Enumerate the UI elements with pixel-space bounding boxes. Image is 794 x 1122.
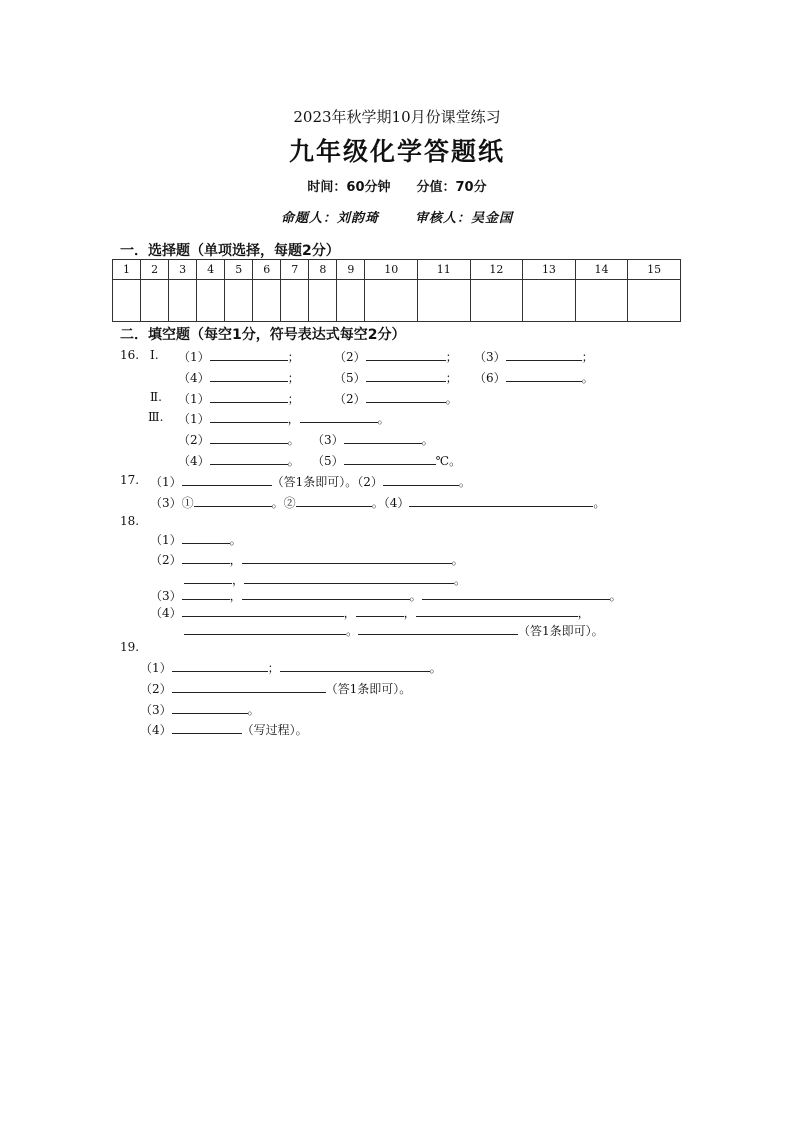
answer-blank[interactable] [194, 495, 272, 507]
punct: ， [287, 412, 300, 426]
punct: 。 [229, 533, 242, 547]
punct: ； [287, 392, 300, 406]
q16-2-row [334, 348, 458, 365]
circle-1: ① [181, 496, 194, 510]
choice-number: 10 [365, 260, 418, 280]
answer-blank[interactable] [422, 588, 610, 600]
punct: 。 [287, 433, 300, 447]
q19-1-label: （1） [140, 661, 172, 675]
q18-number: 18. [120, 514, 140, 528]
q16-III-3-label: （3） [312, 433, 344, 447]
punct: ； [581, 350, 594, 364]
punct: ； [287, 371, 300, 385]
answer-blank[interactable] [358, 623, 518, 635]
choice-number: 13 [523, 260, 576, 280]
choice-answer-table [112, 259, 681, 322]
punct: 。 [271, 496, 284, 510]
q18-2-label: （2） [150, 553, 182, 567]
choice-number: 5 [225, 260, 253, 280]
punct: 。 [377, 412, 390, 426]
answer-blank[interactable] [184, 572, 232, 584]
q16-4-row [178, 369, 300, 386]
q19-3-row [140, 701, 260, 718]
q18-3-label: （3） [150, 589, 182, 603]
punct: 。 [609, 589, 622, 603]
choice-number: 6 [253, 260, 281, 280]
answer-blank[interactable] [244, 572, 454, 584]
q18-1-label: （1） [150, 533, 182, 547]
answer-blank[interactable] [184, 623, 346, 635]
q17-1-row [150, 473, 471, 490]
q18-4-row [150, 604, 590, 621]
answer-blank[interactable] [344, 453, 436, 465]
author-name: 命题人：刘韵琦 [280, 211, 379, 226]
punct: 。 [458, 475, 471, 489]
answer-blank[interactable] [366, 349, 446, 361]
choice-number: 8 [309, 260, 337, 280]
q19-4-row [140, 721, 308, 738]
choice-answer-cell[interactable] [628, 280, 681, 322]
answer-blank[interactable] [182, 532, 230, 544]
punct: ， [577, 606, 590, 620]
q16-part1-label: Ⅰ. [150, 348, 159, 362]
q17-number: 17. [120, 473, 140, 487]
q16-2-label: （2） [334, 350, 366, 364]
time-limit: 时间：60分钟 [307, 180, 391, 195]
q16-III-3-row [312, 431, 434, 448]
choice-answer-cell[interactable] [309, 280, 337, 322]
choice-answer-cell[interactable] [141, 280, 169, 322]
answer-blank[interactable] [356, 605, 404, 617]
q16-part2-label: Ⅱ. [150, 390, 162, 404]
q18-1-row [150, 531, 242, 548]
answer-blank[interactable] [506, 349, 582, 361]
q16-number: 16. [120, 348, 140, 362]
choice-answer-cell[interactable] [337, 280, 365, 322]
choice-answer-cell[interactable] [365, 280, 418, 322]
choice-number: 3 [169, 260, 197, 280]
choice-answer-cell[interactable] [197, 280, 225, 322]
answer-blank[interactable] [182, 552, 230, 564]
answer-blank[interactable] [242, 588, 410, 600]
q16-4-label: （4） [178, 371, 210, 385]
punct: 。 [409, 589, 422, 603]
punct: 。 [445, 392, 458, 406]
choice-number: 12 [470, 260, 523, 280]
q19-number: 19. [120, 640, 140, 654]
punct: 。 [429, 661, 442, 675]
section1-heading: 一．选择题（单项选择，每题2分） [120, 243, 340, 259]
q18-2b-row [184, 571, 466, 588]
q16-II-2-label: （2） [334, 392, 366, 406]
exam-subtitle: 2023年秋学期10月份课堂练习 [293, 108, 501, 126]
choice-answer-row [113, 280, 681, 322]
q16-III-5-label: （5） [312, 454, 344, 468]
punct: ， [229, 589, 242, 603]
punct: 。 [581, 371, 594, 385]
choice-answer-cell[interactable] [253, 280, 281, 322]
punct: ； [445, 371, 458, 385]
q16-III-4-row [178, 452, 300, 469]
choice-answer-cell[interactable] [281, 280, 309, 322]
punct: 。 [454, 573, 467, 587]
q17-3-row [150, 494, 605, 511]
q16-1-row [178, 348, 300, 365]
q17-2-label: （2） [357, 475, 383, 489]
q18-4b-row [184, 622, 604, 639]
punct: ； [267, 661, 280, 675]
q16-II-1-label: （1） [178, 392, 210, 406]
q16-3-row [474, 348, 594, 365]
answer-blank[interactable] [172, 722, 242, 734]
q18-4-label: （4） [150, 606, 182, 620]
punct: 。 [346, 624, 359, 638]
q17-4-label: （4） [383, 496, 410, 510]
choice-number: 15 [628, 260, 681, 280]
answer-blank[interactable] [242, 552, 452, 564]
reviewer-name: 审核人：吴金国 [415, 211, 514, 226]
punct: 。 [287, 454, 300, 468]
answer-blank[interactable] [172, 702, 248, 714]
circle-2: ② [283, 496, 296, 510]
choice-number: 11 [418, 260, 471, 280]
choice-number: 1 [113, 260, 141, 280]
choice-number: 14 [575, 260, 628, 280]
answer-blank[interactable] [210, 349, 288, 361]
choice-answer-cell[interactable] [169, 280, 197, 322]
punct: ， [229, 553, 242, 567]
answer-blank[interactable] [172, 681, 326, 693]
choice-answer-cell[interactable] [225, 280, 253, 322]
choice-answer-cell[interactable] [113, 280, 141, 322]
answer-blank[interactable] [172, 660, 268, 672]
q16-3-label: （3） [474, 350, 506, 364]
answer-blank[interactable] [210, 370, 288, 382]
answer-blank[interactable] [280, 660, 430, 672]
q16-part3-label: Ⅲ. [148, 410, 164, 424]
punct: ； [445, 350, 458, 364]
answer-blank[interactable] [416, 605, 578, 617]
section2-heading: 二．填空题（每空1分，符号表达式每空2分） [120, 327, 406, 343]
q17-1-label: （1） [150, 475, 182, 489]
answer-blank[interactable] [300, 411, 378, 423]
answer-blank[interactable] [366, 370, 446, 382]
answer-blank[interactable] [182, 474, 272, 486]
answer-blank[interactable] [506, 370, 582, 382]
answer-blank[interactable] [366, 391, 446, 403]
q19-2-label: （2） [140, 682, 172, 696]
answer-note: （答1条即可）。 [518, 624, 604, 638]
answer-blank[interactable] [296, 495, 372, 507]
punct: ； [287, 350, 300, 364]
answer-blank[interactable] [210, 411, 288, 423]
q16-5-row [334, 369, 458, 386]
q16-III-4-label: （4） [178, 454, 210, 468]
choice-answer-cell[interactable] [470, 280, 523, 322]
choice-number: 4 [197, 260, 225, 280]
answer-blank[interactable] [210, 391, 288, 403]
q19-1-row [140, 659, 442, 676]
answer-blank[interactable] [210, 432, 288, 444]
answer-note: （写过程）。 [241, 723, 308, 737]
choice-number-row [113, 260, 681, 280]
punct: ， [403, 606, 416, 620]
choice-number: 9 [337, 260, 365, 280]
q16-III-1-label: （1） [178, 412, 210, 426]
answer-note: （答1条即可）。 [271, 475, 358, 489]
choice-answer-cell[interactable] [523, 280, 576, 322]
punct: 。 [593, 496, 606, 510]
q16-II-2-row [334, 390, 458, 407]
choice-answer-cell[interactable] [418, 280, 471, 322]
q16-1-label: （1） [178, 350, 210, 364]
punct: 。 [371, 496, 384, 510]
answer-blank[interactable] [409, 495, 593, 507]
q16-III-1-row [178, 410, 390, 427]
answer-blank[interactable] [383, 474, 459, 486]
q19-2-row [140, 680, 411, 697]
q16-6-row [474, 369, 594, 386]
exam-authors [0, 207, 794, 226]
q18-3-row [150, 587, 622, 604]
choice-number: 2 [141, 260, 169, 280]
choice-answer-cell[interactable] [575, 280, 628, 322]
q18-2-row [150, 551, 464, 568]
q16-II-1-row [178, 390, 300, 407]
punct: ℃。 [435, 454, 462, 468]
q17-3-label: （3） [150, 496, 182, 510]
q19-3-label: （3） [140, 703, 172, 717]
q16-5-label: （5） [334, 371, 366, 385]
punct: ， [343, 606, 356, 620]
q16-III-2-row [178, 431, 300, 448]
punct: 。 [247, 703, 260, 717]
exam-meta [0, 176, 794, 195]
punct: ， [232, 573, 245, 587]
q16-6-label: （6） [474, 371, 506, 385]
punct: 。 [451, 553, 464, 567]
q16-III-2-label: （2） [178, 433, 210, 447]
answer-blank[interactable] [344, 432, 422, 444]
answer-blank[interactable] [210, 453, 288, 465]
page-title: 九年级化学答题纸 [288, 137, 505, 166]
total-score: 分值：70分 [416, 180, 487, 195]
punct: 。 [421, 433, 434, 447]
q16-III-5-row [312, 452, 461, 469]
choice-number: 7 [281, 260, 309, 280]
answer-blank[interactable] [182, 588, 230, 600]
answer-blank[interactable] [182, 605, 344, 617]
q19-4-label: （4） [140, 723, 172, 737]
answer-note: （答1条即可）。 [325, 682, 412, 696]
